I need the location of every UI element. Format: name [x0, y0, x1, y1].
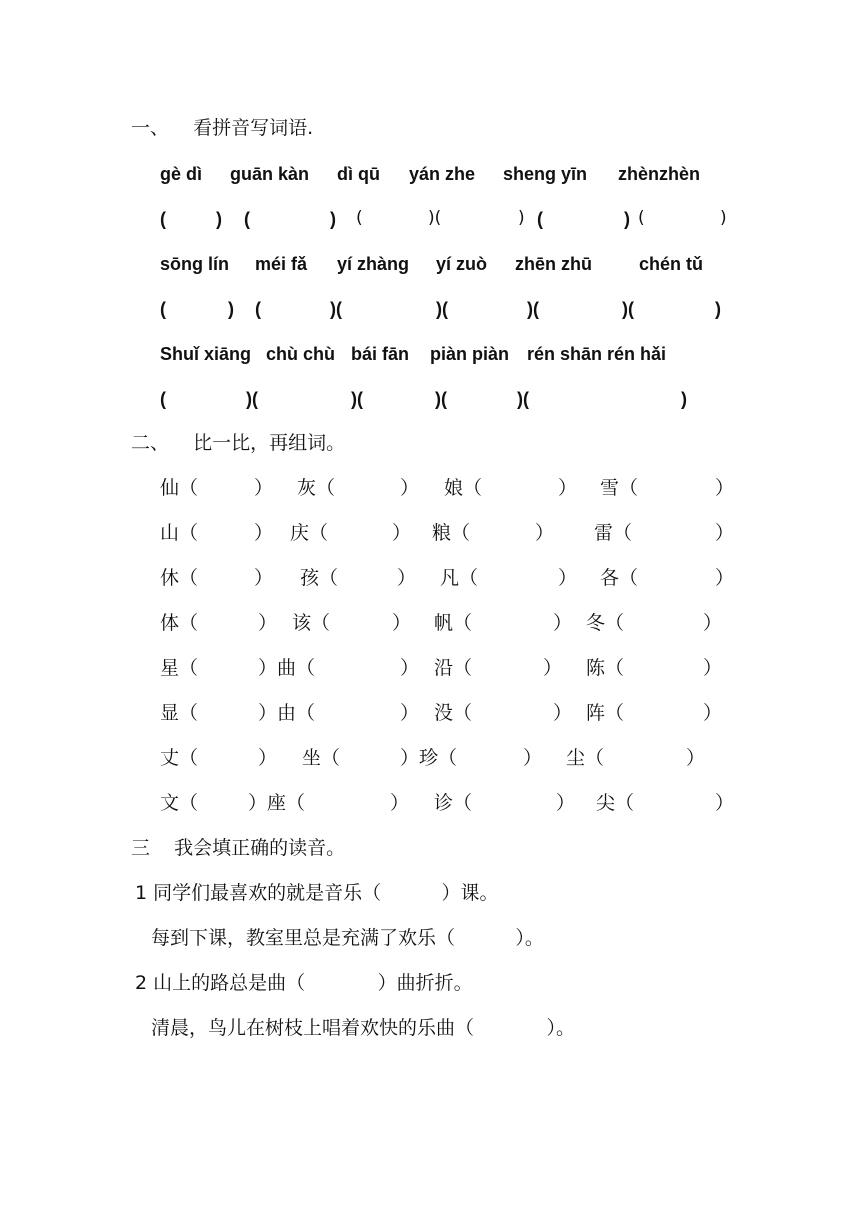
- answer-bracket: )(: [622, 299, 634, 319]
- answer-bracket: )(: [246, 389, 258, 409]
- answer-bracket: ）: [254, 522, 274, 544]
- pinyin-word: bái fān: [351, 344, 410, 364]
- answer-bracket: ）珍（: [400, 747, 458, 769]
- answer-bracket: ）: [523, 747, 543, 769]
- answer-bracket: ）: [254, 477, 274, 499]
- answer-bracket: )(: [436, 299, 448, 319]
- character-item: 沿（: [434, 657, 473, 679]
- answer-bracket: ）: [400, 657, 420, 679]
- character-item: 星（: [160, 657, 199, 679]
- character-item: 雪（: [600, 477, 639, 499]
- character-item: 冬（: [586, 612, 625, 634]
- pinyin-word: rén shān rén hǎi: [527, 344, 667, 364]
- answer-bracket: ）: [715, 567, 735, 589]
- answer-bracket: ）: [553, 702, 573, 724]
- answer-bracket: ）: [258, 612, 278, 634]
- character-item: 坐（: [302, 747, 341, 769]
- answer-bracket: ）: [703, 702, 723, 724]
- question-line: 清晨，鸟儿在树枝上唱着欢快的乐曲（ ）。: [151, 1017, 575, 1039]
- answer-bracket: ）: [556, 792, 576, 814]
- pinyin-word: chù chù: [266, 344, 336, 364]
- pinyin-word: piàn piàn: [430, 344, 510, 364]
- character-item: 尘（: [566, 747, 605, 769]
- answer-bracket: ）: [392, 612, 412, 634]
- answer-bracket: )(: [527, 299, 539, 319]
- answer-bracket: (: [356, 208, 363, 228]
- pinyin-word: dì qū: [337, 164, 380, 184]
- answer-bracket: ）: [703, 612, 723, 634]
- section1-heading: 一、 看拼音写词语.: [131, 117, 314, 139]
- answer-bracket: (: [537, 209, 543, 229]
- pinyin-word: chén tǔ: [639, 254, 704, 274]
- answer-bracket: )(: [351, 389, 363, 409]
- character-item: 粮（: [432, 522, 471, 544]
- answer-bracket: (: [160, 389, 166, 409]
- answer-bracket: ): [228, 299, 234, 319]
- pinyin-word: yí zhàng: [337, 254, 410, 274]
- character-item: 阵（: [586, 702, 625, 724]
- character-item: 诊（: [434, 792, 473, 814]
- answer-bracket: ): [715, 299, 721, 319]
- answer-bracket: )(: [428, 208, 442, 228]
- pinyin-word: yí zuò: [436, 254, 488, 274]
- question-line: 2 山上的路总是曲（ ）曲折折。: [135, 972, 473, 994]
- answer-bracket: ）: [390, 792, 410, 814]
- answer-bracket: (: [160, 209, 166, 229]
- character-item: 娘（: [444, 477, 483, 499]
- character-item: 显（: [160, 702, 199, 724]
- character-item: 体（: [160, 612, 199, 634]
- character-item: 雷（: [594, 522, 633, 544]
- section3-heading: 三 我会填正确的读音。: [131, 837, 346, 859]
- character-item: 灰（: [297, 477, 336, 499]
- question-line: 每到下课，教室里总是充满了欢乐（ ）。: [151, 927, 544, 949]
- question-line: 1 同学们最喜欢的就是音乐（ ）课。: [135, 882, 499, 904]
- answer-bracket: ）: [254, 567, 274, 589]
- answer-bracket: ）: [558, 567, 578, 589]
- pinyin-word: sheng yīn: [503, 164, 588, 184]
- answer-bracket: ）: [535, 522, 555, 544]
- answer-bracket: ): [518, 208, 525, 228]
- character-item: 山（: [160, 522, 199, 544]
- pinyin-word: Shuǐ xiāng: [160, 344, 252, 364]
- answer-bracket: ）: [392, 522, 412, 544]
- answer-bracket: ): [330, 209, 336, 229]
- answer-bracket: ): [624, 209, 630, 229]
- character-item: 凡（: [440, 567, 479, 589]
- answer-bracket: ）: [715, 792, 735, 814]
- answer-bracket: ）: [258, 747, 278, 769]
- character-item: 孩（: [300, 567, 339, 589]
- answer-bracket: ): [216, 209, 222, 229]
- answer-bracket: (: [244, 209, 250, 229]
- section2-heading: 二、 比一比，再组词。: [131, 432, 346, 454]
- answer-bracket: ）座（: [248, 792, 306, 814]
- answer-bracket: )(: [517, 389, 529, 409]
- answer-bracket: ）: [400, 477, 420, 499]
- answer-bracket: ）: [397, 567, 417, 589]
- answer-bracket: ）: [553, 612, 573, 634]
- answer-bracket: ): [681, 389, 687, 409]
- answer-bracket: ): [720, 208, 727, 228]
- character-item: 休（: [160, 567, 199, 589]
- answer-bracket: ）: [715, 477, 735, 499]
- answer-bracket: )(: [330, 299, 342, 319]
- character-item: 陈（: [586, 657, 625, 679]
- character-item: 各（: [600, 567, 639, 589]
- answer-bracket: ）: [400, 702, 420, 724]
- pinyin-word: gè dì: [160, 164, 203, 184]
- answer-bracket: (: [160, 299, 166, 319]
- character-item: 丈（: [160, 747, 199, 769]
- character-item: 文（: [160, 792, 199, 814]
- pinyin-word: sōng lín: [160, 254, 229, 274]
- answer-bracket: ）: [543, 657, 563, 679]
- answer-bracket: ）: [703, 657, 723, 679]
- pinyin-word: méi fǎ: [255, 254, 308, 274]
- answer-bracket: ）由（: [258, 702, 316, 724]
- pinyin-word: zhènzhèn: [618, 164, 701, 184]
- answer-bracket: ）: [558, 477, 578, 499]
- answer-bracket: ）: [715, 522, 735, 544]
- character-item: 帆（: [434, 612, 473, 634]
- pinyin-word: guān kàn: [230, 164, 310, 184]
- character-item: 尖（: [596, 792, 635, 814]
- answer-bracket: (: [638, 208, 645, 228]
- answer-bracket: )(: [435, 389, 447, 409]
- pinyin-word: yán zhe: [409, 164, 476, 184]
- character-item: 该（: [292, 612, 331, 634]
- answer-bracket: ）曲（: [258, 657, 316, 679]
- answer-bracket: (: [255, 299, 261, 319]
- pinyin-word: zhēn zhū: [515, 254, 592, 274]
- character-item: 仙（: [160, 477, 199, 499]
- character-item: 没（: [434, 702, 473, 724]
- character-item: 庆（: [290, 522, 329, 544]
- answer-bracket: ）: [686, 747, 706, 769]
